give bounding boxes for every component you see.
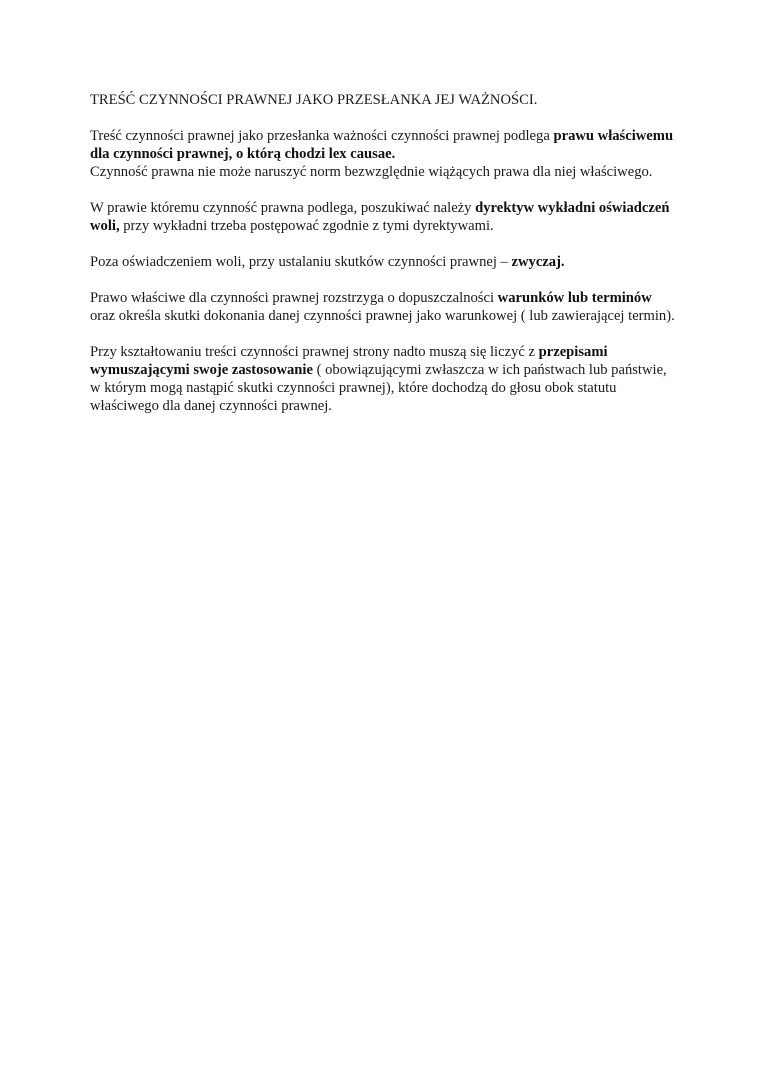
paragraph-custom <box>90 253 675 271</box>
paragraph-interpretation-directives <box>90 199 675 235</box>
paragraph-text: Prawo właściwe dla czynności prawnej rozstrzyga o dopuszczalności <box>90 290 498 306</box>
paragraph-text: oraz określa skutki dokonania danej czynności prawnej jako warunkowej ( lub zawierającej termin). <box>90 308 675 324</box>
bold-phrase: prawu właściwemu dla czynności prawnej, o którą chodzi lex causae. <box>90 128 674 162</box>
paragraph-text: Treść czynności prawnej jako przesłanka ważności czynności prawnej podlega <box>90 128 554 144</box>
paragraph-text: ( obowiązującymi zwłaszcza w ich państwach lub państwie, w którym mogą nastąpić skutki czynności prawnej), które dochodzą do głosu obok statutu właściwego dla danej czynności prawnej. <box>90 362 667 414</box>
paragraph-lex-causae <box>90 127 675 163</box>
bold-phrase: warunków lub terminów <box>497 290 652 306</box>
paragraph-text: Czynność prawna nie może naruszyć norm bezwzględnie wiążących prawa dla niej właściwego. <box>90 164 653 180</box>
bold-phrase: zwyczaj. <box>511 254 565 270</box>
paragraph-text: Przy kształtowaniu treści czynności prawnej strony nadto muszą się liczyć z <box>90 344 539 360</box>
paragraph-text: W prawie któremu czynność prawna podlega, poszukiwać należy <box>90 200 476 216</box>
document-body <box>90 91 675 433</box>
bold-phrase: dyrektyw wykładni oświadczeń woli, <box>90 200 670 234</box>
bold-phrase: przepisami wymuszającymi swoje zastosowanie <box>90 344 608 378</box>
paragraph-mandatory-norms <box>90 163 675 181</box>
document-title: TREŚĆ CZYNNOŚCI PRAWNEJ JAKO PRZESŁANKA JEJ WAŻNOŚCI. <box>90 92 538 108</box>
paragraph-overriding-provisions <box>90 343 675 415</box>
paragraph-conditions-terms <box>90 289 675 325</box>
paragraph-text: przy wykładni trzeba postępować zgodnie z tymi dyrektywami. <box>119 218 494 234</box>
paragraph-text: Poza oświadczeniem woli, przy ustalaniu skutków czynności prawnej – <box>90 254 512 270</box>
